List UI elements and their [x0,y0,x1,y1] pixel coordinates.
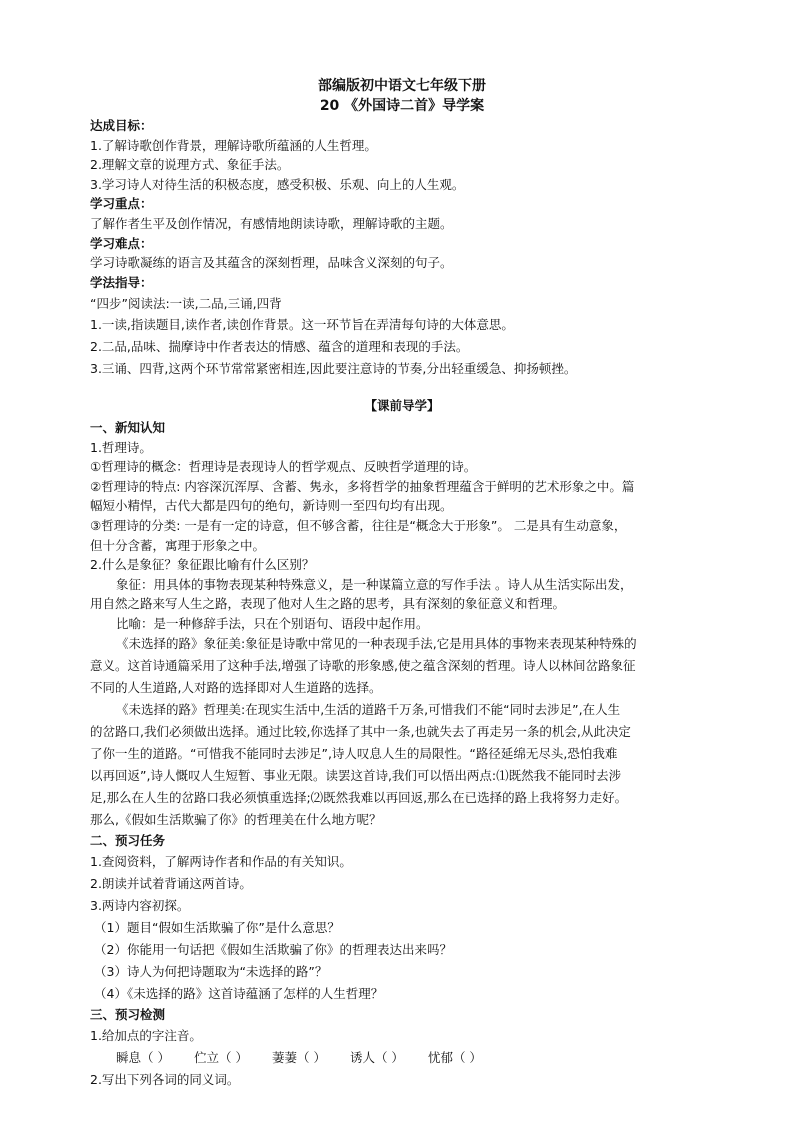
section1-line: ③哲理诗的分类: 一是有一定的诗意，但不够含蓄，往往是“概念大于形象”。 二是具有生动意象， [90,517,627,533]
page-title-line2: 20 《外国诗二首》导学案 [319,98,485,114]
section2-line: 2.朗读并试着背诵这两首诗。 [90,876,252,892]
para-line: 《未选择的路》象征美:象征是诗歌中常见的一种表现手法,它是用具体的事物来表现某种特殊的 [116,636,637,652]
method-item: 2.二品,品味、揣摩诗中作者表达的情感、蕴含的道理和表现的手法。 [90,338,469,354]
section2-heading: 二、预习任务 [90,833,166,849]
method-item: “四步”阅读法:一读,二品,三诵,四背 [90,296,282,312]
goals-heading: 达成目标： [90,118,153,133]
section2-line: 3.两诗内容初探。 [90,898,190,914]
para-line: 《未选择的路》哲理美:在现实生活中,生活的道路千万条,可惜我们不能“同时去涉足”,在人生 [116,702,621,718]
pinyin-item[interactable]: 诱人（ ） [349,1049,404,1065]
method-item: 1.一读,指读题目,读作者,读创作背景。这一环节旨在弄清每句诗的大体意思。 [90,316,514,332]
para-line: 那么,《假如生活欺骗了你》的哲理美在什么地方呢？ [90,812,382,828]
question-item: （1）题目“假如生活欺骗了你”是什么意思？ [94,920,340,936]
section1-line: 1.哲理诗。 [90,439,152,455]
section1-line: 但十分含蓄，寓理于形象之中。 [90,537,266,553]
goal-item: 3.学习诗人对待生活的积极态度，感受积极、乐观、向上的人生观。 [90,176,465,192]
section3-q2: 2.写出下列各词的同义词。 [90,1071,240,1087]
pinyin-fill-row [90,1047,714,1069]
para-line: 以再回返”,诗人慨叹人生短暂、事业无限。读罢这首诗,我们可以悟出两点:⑴既然我不能同时去涉 [90,768,622,784]
section3-heading: 三、预习检测 [90,1007,166,1023]
para-line: 的岔路口,我们必须做出选择。通过比较,你选择了其中一条,也就失去了再走另一条的机会,从此决定 [90,724,631,740]
pinyin-item[interactable]: 瞬息（ ） [116,1049,170,1065]
para-line: 比喻：是一种修辞手法，只在个别语句、语段中起作用。 [116,615,429,631]
key-points-heading: 学习重点： [90,196,153,212]
section1-line: 2.什么是象征？象征跟比喻有什么区别？ [90,557,315,573]
preview-heading: 【课前导学】 [364,397,440,413]
page-title-line1: 部编版初中语文七年级下册 [318,78,486,94]
para-line: 足,那么在人生的岔路口我必须慎重选择;⑵既然我难以再回返,那么在已选择的路上我将努力走好。 [90,790,628,806]
pinyin-item[interactable]: 伫立（ ） [193,1049,248,1065]
para-line: 不同的人生道路,人对路的选择即对人生道路的选择。 [90,680,382,696]
section1-heading: 一、新知认知 [90,419,166,435]
difficulties-heading: 学习难点： [90,235,153,251]
section3-q1: 1.给加点的字注音。 [90,1027,202,1043]
question-item: （3）诗人为何把诗题取为“未选择的路”？ [94,964,328,980]
para-line: 了你一生的道路。“可惜我不能同时去涉足”,诗人叹息人生的局限性。“路径延绵无尽头,恐怕我难 [90,746,618,762]
difficulties-text: 学习诗歌凝练的语言及其蕴含的深刻哲理，品味含义深刻的句子。 [90,255,453,271]
section1-line: ②哲理诗的特点: 内容深沉浑厚、含蓄、隽永，多将哲学的抽象哲理蕴含于鲜明的艺术形象之中。篇 [90,478,635,494]
goal-item: 1.了解诗歌创作背景，理解诗歌所蕴涵的人生哲理。 [90,137,377,153]
question-item: （2）你能用一句话把《假如生活欺骗了你》的哲理表达出来吗？ [94,942,452,958]
para-line: 象征：用具体的事物表现某种特殊意义，是一种谋篇立意的写作手法 。诗人从生活实际出发， [116,576,633,592]
pinyin-item[interactable]: 忧郁（ ） [427,1049,482,1065]
pinyin-item[interactable]: 萋萋（ ） [271,1049,326,1065]
section2-line: 1.查阅资料，了解两诗作者和作品的有关知识。 [90,854,352,870]
question-item: （4）《未选择的路》这首诗蕴涵了怎样的人生哲理？ [94,986,384,1002]
key-points-text: 了解作者生平及创作情况，有感情地朗读诗歌，理解诗歌的主题。 [90,215,453,231]
section1-line: ①哲理诗的概念：哲理诗是表现诗人的哲学观点、反映哲学道理的诗。 [90,459,477,475]
section1-line: 幅短小精悍，古代大都是四句的绝句，新诗则一至四句均有出现。 [90,498,453,514]
para-line: 意义。这首诗通篇采用了这种手法,增强了诗歌的形象感,使之蕴含深刻的哲理。诗人以林间岔路象征 [90,658,636,674]
goal-item: 2.理解文章的说理方式、象征手法。 [90,157,290,173]
method-heading: 学法指导： [90,274,153,290]
method-item: 3.三诵、四背,这两个环节常常紧密相连,因此要注意诗的节奏,分出轻重缓急、抑扬顿挫。 [90,360,577,376]
para-line: 用自然之路来写人生之路，表现了他对人生之路的思考，具有深刻的象征意义和哲理。 [90,596,566,612]
